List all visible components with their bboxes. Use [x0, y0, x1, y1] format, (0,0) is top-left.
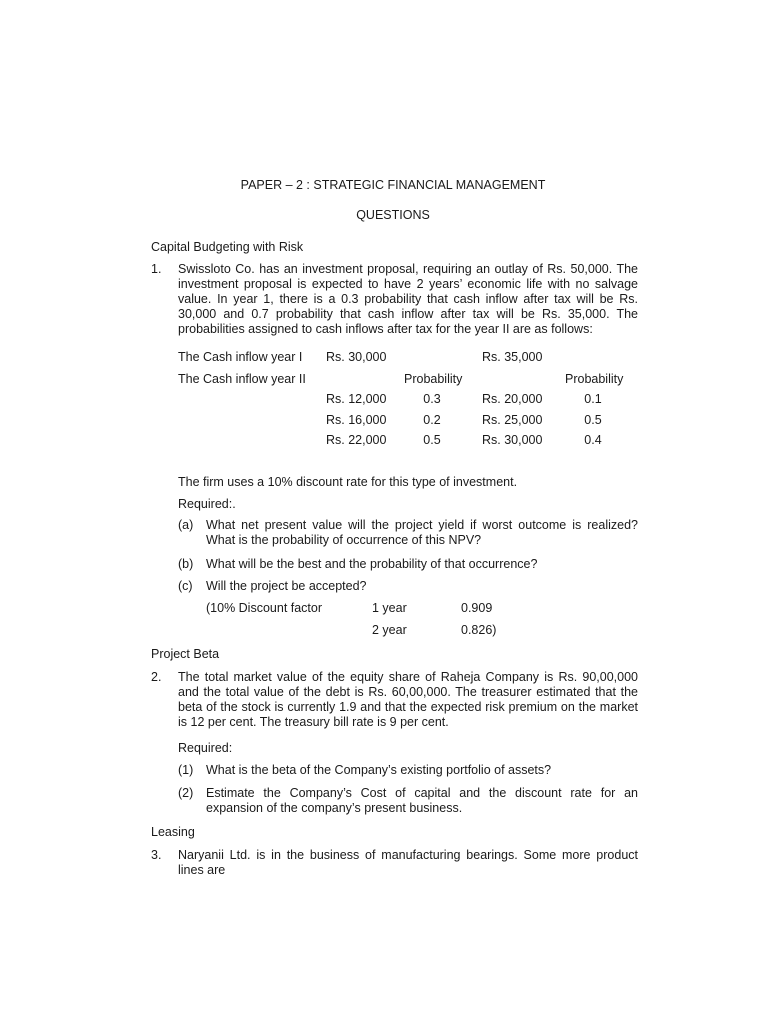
table-row1-col-a: Rs. 30,000: [326, 350, 387, 364]
table-prob-header-a: Probability: [404, 372, 463, 386]
required-label-2: Required:: [178, 741, 233, 755]
table-cell: 0.2: [423, 413, 441, 427]
table-prob-header-b: Probability: [565, 372, 624, 386]
table-cell: 0.1: [584, 392, 602, 406]
section-heading-capital-budgeting: Capital Budgeting with Risk: [151, 240, 304, 254]
table-cell: Rs. 22,000: [326, 433, 387, 447]
table-cell: 0.4: [584, 433, 602, 447]
table-cell: 0.3: [423, 392, 441, 406]
question-2-text: The total market value of the equity share of Raheja Company is Rs. 90,00,000 and the total value of the debt is Rs. 60,00,000. The treasurer estimated that the beta of the stock is currently 1.9 and that the expected risk premium on the market is 12 per cent. The treasury bill rate is 9 per cent.: [178, 670, 638, 729]
question-number-3: 3.: [151, 848, 162, 862]
section-heading-leasing: Leasing: [151, 825, 195, 839]
sub-question-label-a: (a): [178, 518, 194, 532]
section-heading-project-beta: Project Beta: [151, 647, 220, 661]
discount-rate-text: The firm uses a 10% discount rate for this type of investment.: [178, 475, 518, 489]
question-1-text: Swissloto Co. has an investment proposal, requiring an outlay of Rs. 50,000. The investment proposal is expected to have 2 years’ economic life with no salvage value. In year 1, there is a 0.3 probability that cash inflow after tax will be Rs. 30,000 and 0.7 probability that cash inflow after tax will be Rs. 35,000. The probabilities assigned to cash inflows after tax for the year II are as follows:: [178, 262, 638, 336]
discount-factor-value2: 0.826): [461, 623, 497, 637]
sub-question-text-b: What will be the best and the probability of that occurrence?: [206, 557, 538, 571]
sub-question-label-2: (2): [178, 786, 194, 800]
required-label: Required:.: [178, 497, 236, 511]
sub-question-text-c: Will the project be accepted?: [206, 579, 367, 593]
question-number-1: 1.: [151, 262, 162, 276]
table-cell: Rs. 12,000: [326, 392, 387, 406]
discount-factor-year1: 1 year: [372, 601, 407, 615]
table-cell: Rs. 25,000: [482, 413, 543, 427]
sub-question-text-a: What net present value will the project yield if worst outcome is realized? What is the probability of occurrence of this NPV?: [206, 518, 638, 547]
sub-question-label-c: (c): [178, 579, 193, 593]
discount-factor-year2: 2 year: [372, 623, 407, 637]
question-3-text: Naryanii Ltd. is in the business of manufacturing bearings. Some more product lines are: [178, 848, 638, 877]
table-cell: 0.5: [584, 413, 602, 427]
sub-question-label-1: (1): [178, 763, 194, 777]
table-cell: Rs. 30,000: [482, 433, 543, 447]
paper-title: PAPER – 2 : STRATEGIC FINANCIAL MANAGEMENT: [240, 178, 546, 192]
table-row1-col-b: Rs. 35,000: [482, 350, 543, 364]
sub-question-text-2: Estimate the Company’s Cost of capital and the discount rate for an expansion of the company’s present business.: [206, 786, 638, 815]
table-cell: 0.5: [423, 433, 441, 447]
discount-factor-label: (10% Discount factor: [206, 601, 323, 615]
table-row1-label: The Cash inflow year I: [178, 350, 303, 364]
sub-question-label-b: (b): [178, 557, 194, 571]
table-cell: Rs. 20,000: [482, 392, 543, 406]
sub-question-text-1: What is the beta of the Company’s existing portfolio of assets?: [206, 763, 552, 777]
question-number-2: 2.: [151, 670, 162, 684]
table-row2-label: The Cash inflow year II: [178, 372, 306, 386]
discount-factor-value1: 0.909: [461, 601, 493, 615]
questions-heading: QUESTIONS: [356, 208, 430, 222]
table-cell: Rs. 16,000: [326, 413, 387, 427]
